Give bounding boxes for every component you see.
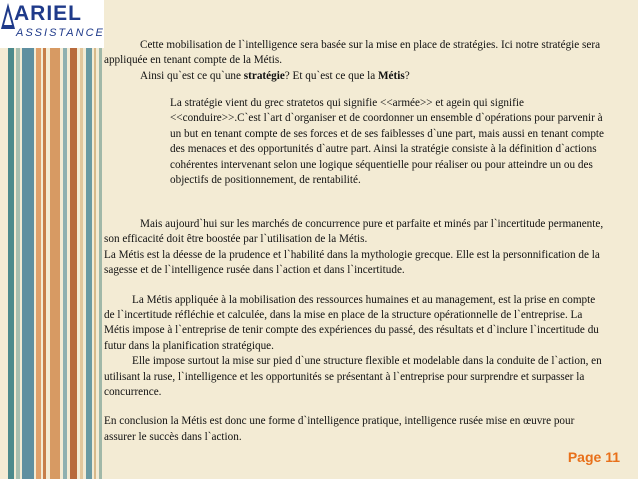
paragraph-conclusion: En conclusion la Métis est donc une forme d`intelligence pratique, intelligence rusée mise en œuvre pour assurer le succès dans l`action. (104, 415, 575, 443)
term-strategie: stratégie (243, 69, 285, 82)
definition-block (170, 96, 606, 188)
decorative-stripes (0, 0, 110, 479)
logo-mark-icon (1, 3, 15, 29)
page-number: Page 11 (567, 449, 620, 465)
intro-block (104, 38, 604, 84)
paragraph-strategy-definition: La stratégie vient du grec stratetos qui signifie <<armée>> et agein qui signifie <<conduire>>.C`est l`art d`organiser et de coordonner un ensemble d`opérations pour parvenir à un but en tenant compte de ses forces et de ses faiblesses d`une part, mais aussi en tenant compte des menaces et des opportunités d`autre part. Ainsi la stratégie consiste à la définition d`actions cohérentes intervenant selon une logique séquentielle pour réaliser ou pour atteindre un ou des objectifs de positionnement, de rentabilité. (170, 97, 605, 187)
paragraph-markets: Mais aujourd`hui sur les marchés de concurrence pure et parfaite et minés par l`incertitude permanente, son efficacité doit être boostée par l`utilisation de la Métis. (104, 218, 604, 246)
logo-main-text: ARIEL (14, 2, 82, 25)
paragraph-metis-goddess: La Métis est la déesse de la prudence et l`habilité dans la mythologie grecque. Elle est la personnification de la sagesse et de l`intelligence rusée dans l`action et dans l`incertitude. (104, 248, 600, 277)
paragraph-flexible-structure: Elle impose surtout la mise sur pied d`une structure flexible et modelable dans la conduite de l`action, en utilisant la ruse, l`intelligence et les opportunités se présentant à l`entreprise pour surprendre et surpasser la concurrence. (104, 355, 602, 399)
logo-sub-text: ASSISTANCE (16, 27, 105, 39)
paragraph-intro: Cette mobilisation de l`intelligence sera basée sur la mise en place de stratégies. Ici notre stratégie sera appliquée en tenant compte de la Métis. (104, 39, 601, 67)
company-logo (0, 0, 104, 48)
paragraph-question: Ainsi qu`est ce qu`une stratégie? Et qu`est ce que la Métis? (140, 69, 410, 82)
paragraph-metis-management: La Métis appliquée à la mobilisation des ressources humaines et au management, est la prise en compte de l`incertitude réfléchie et calculée, dans la mise en place de la structure opérationnelle de l`entreprise. La Métis impose à l`entreprise de tenir compte des expériences du passé, des résultats et d`inclure l`incertitude du futur dans la planification stratégique. (104, 293, 599, 352)
body-block (104, 217, 604, 445)
term-metis: Métis (377, 69, 405, 82)
